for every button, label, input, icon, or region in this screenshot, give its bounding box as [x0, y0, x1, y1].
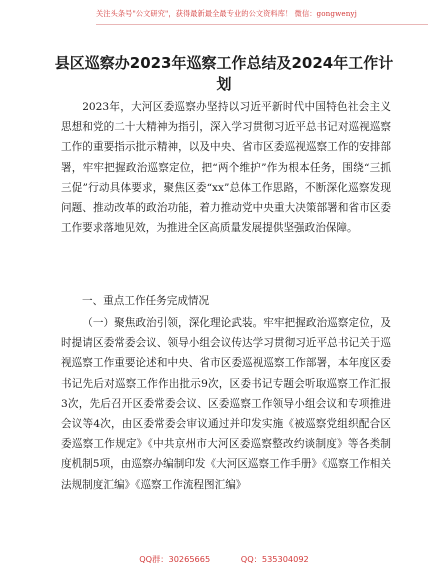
- intro-paragraph: 2023年，大河区委巡察办坚持以习近平新时代中国特色社会主义思想和党的二十大精神为指引，深入学习贯彻习近平总书记对巡视巡察工作的重要指示批示精神，以及中央、省市区委巡视巡察工作的安排部署，牢牢把握政治巡察定位，把“两个维护”作为根本任务，围绕“三抓三促”行动具体要求，聚焦区委“xx”总体工作思路，不断深化巡察发现问题、推动改革的政治功能，着力推动党中央重大决策部署和省市区委工作要求落地见效，为推进全区高质量发展提供坚强政治保障。: [61, 101, 391, 235]
- document-title: 县区巡察办2023年巡察工作总结及2024年工作计划: [54, 54, 394, 93]
- footer-qq-group: QQ群：30265665: [139, 554, 211, 564]
- header-rule: [96, 24, 428, 25]
- header-banner: 关注头条号"公文研究"，获得最新最全最专业的公文资料库！ 微信：gongwenyj: [96, 9, 357, 18]
- footer-qq: QQ：535304092: [240, 554, 309, 564]
- footer-contact: [0, 554, 448, 565]
- section-heading: 一、重点工作任务完成情况: [82, 295, 210, 307]
- section-paragraph: （一）聚焦政治引领，深化理论武装。牢牢把握政治巡察定位，及时提请区委常委会议、领导小组会议传达学习贯彻习近平总书记关于巡视巡察工作重要论述和中央、省市区委巡视巡察工作部署，本年度区委书记先后对巡察工作作出批示9次，区委书记专题会听取巡察工作汇报3次，先后召开区委常委会议、区委巡察工作领导小组会议和专项推进会议等4次，由区委常委会审议通过并印发实施《被巡察党组织配合区委巡察工作规定》《中共京州市大河区委巡察整改约谈制度》等各类制度机制5项，由巡察办编制印发《大河区巡察工作手册》《巡察工作相关法规制度汇编》《巡察工作流程图汇编》: [61, 317, 391, 491]
